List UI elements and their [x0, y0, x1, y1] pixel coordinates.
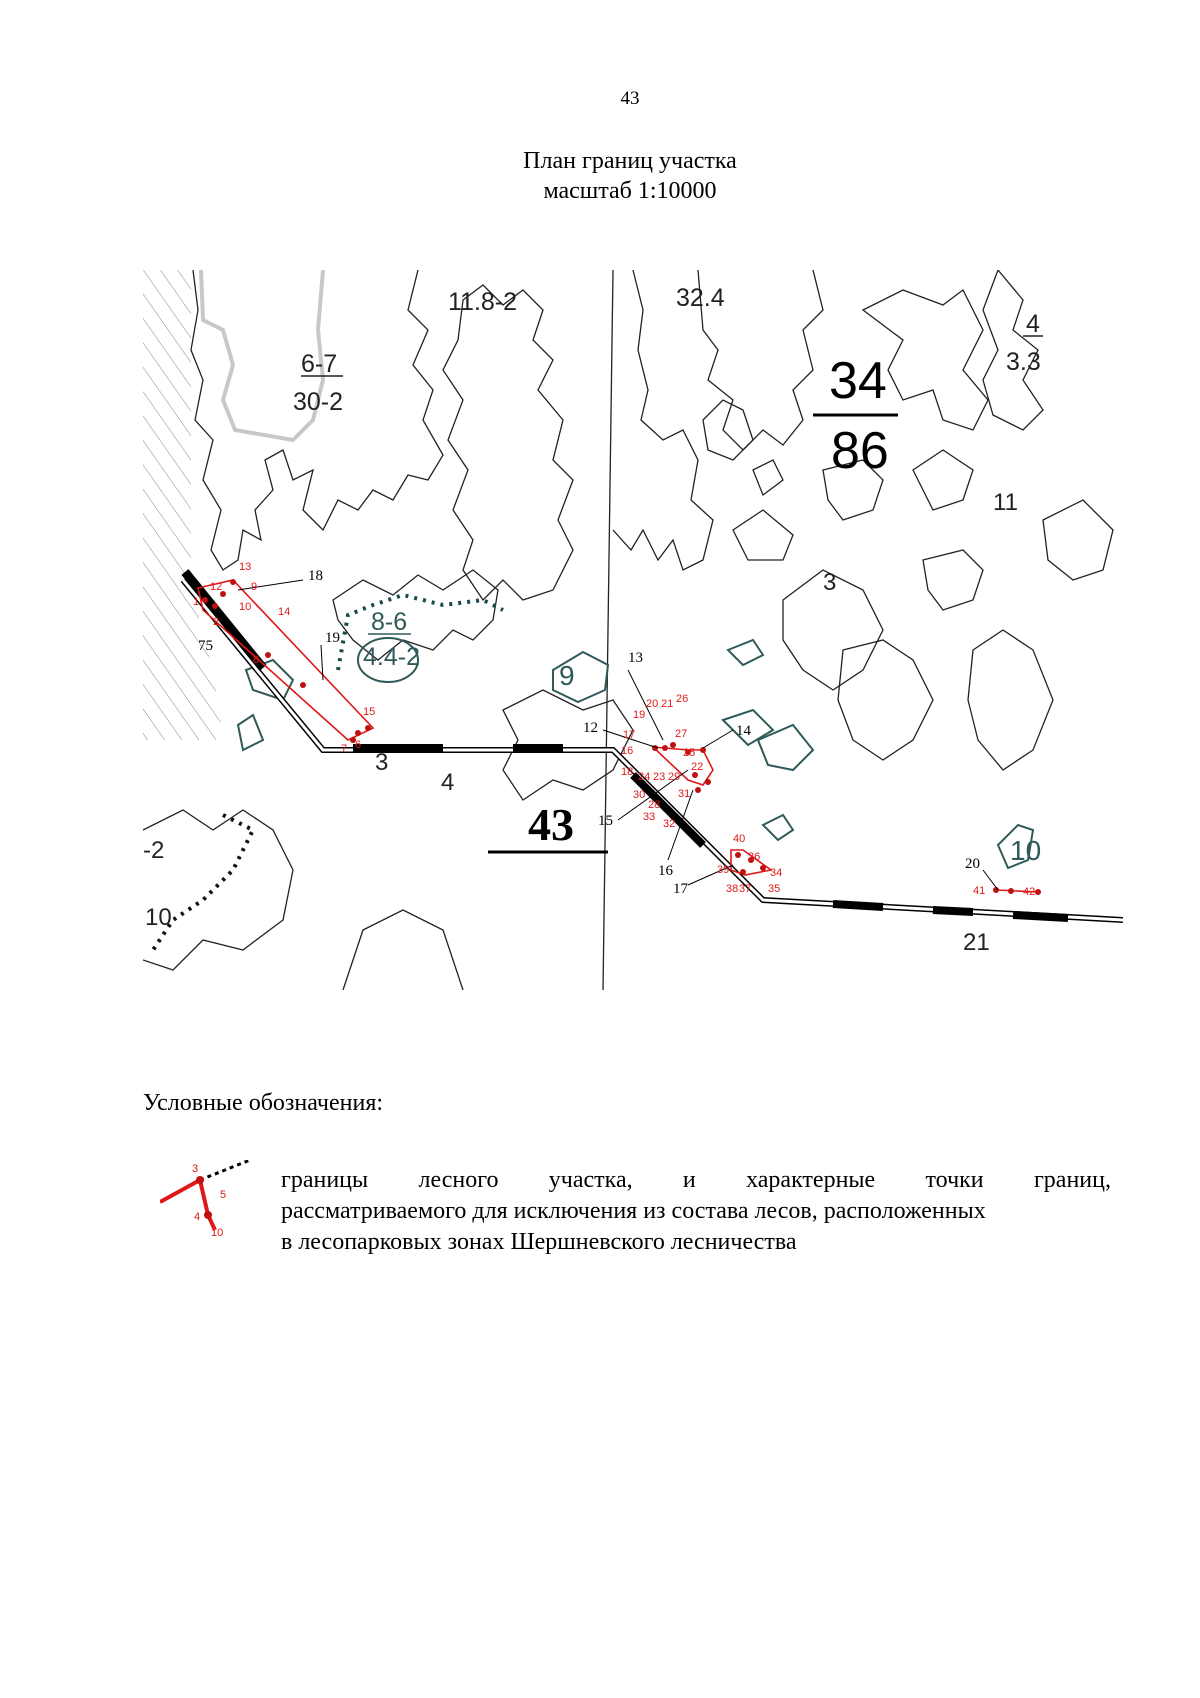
quarter-2-number: 43: [528, 799, 574, 850]
page-number: 43: [620, 88, 640, 109]
rpt-29: 30: [633, 789, 646, 801]
rpt-9: 9: [251, 581, 258, 593]
rpt-31: 32: [663, 818, 676, 830]
rpt-12: 13: [239, 561, 252, 573]
rpt-40: 41: [973, 885, 986, 897]
compartment-3-top: 8-6: [371, 608, 408, 636]
rpt-1: 1: [193, 596, 200, 608]
label-11: 11: [993, 489, 1018, 516]
rpt-34: 35: [768, 883, 781, 895]
label-21: 21: [963, 929, 990, 956]
label-3-upper: 3: [823, 569, 837, 596]
label-3-lower: 3: [375, 749, 389, 776]
rpt-14: 15: [363, 706, 376, 718]
rpt-38: 39: [717, 864, 730, 876]
bpt-13: 13: [628, 650, 643, 666]
title-line-2: масштаб 1:10000: [543, 178, 717, 204]
page-title: [0, 146, 1200, 206]
label-minus-2: -2: [143, 837, 165, 864]
rpt-11: 12: [210, 581, 223, 593]
bpt-19: 19: [325, 630, 340, 646]
compartment-1-bottom: 30-2: [293, 388, 344, 416]
hatched-area: [143, 270, 223, 740]
compartment-2-bottom: 3.3: [1006, 348, 1041, 376]
legend-point-10: 10: [211, 1227, 224, 1239]
red-point-labels: [193, 561, 1035, 898]
rpt-26: 27: [675, 728, 688, 740]
compartment-1-top: 6-7: [301, 350, 338, 378]
compartment-2-top: 4: [1026, 310, 1040, 338]
rpt-13: 14: [278, 606, 291, 618]
leader-lines: [238, 580, 998, 890]
black-point-labels: [198, 568, 980, 897]
legend-point-5: 5: [220, 1189, 227, 1201]
legend-symbol-canvas: [160, 1160, 255, 1240]
legend-heading: Условные обозначения:: [143, 1090, 384, 1116]
rpt-37: 38: [726, 883, 739, 895]
legend-line-2: рассматриваемого для исключения из состава лесов, расположенных: [281, 1198, 986, 1224]
rpt-2: 2: [213, 616, 220, 628]
label-10-right: 10: [1010, 835, 1042, 866]
compartment-4-bottom: 11.8-2: [448, 288, 518, 316]
legend-description: [281, 1165, 1111, 1258]
parcel-boundaries: [198, 580, 1038, 892]
legend-boundary-symbol: [160, 1160, 255, 1240]
rpt-15: 16: [621, 745, 634, 757]
bpt-75: 75: [198, 638, 213, 654]
rpt-21: 22: [691, 761, 704, 773]
legend-line-1: границы лесного участка, и характерные точки границ,: [281, 1167, 1111, 1193]
rpt-24: 25: [683, 747, 696, 759]
compartment-labels: [293, 284, 1043, 671]
rpt-7: 7: [341, 743, 348, 755]
bpt-17: 17: [673, 881, 688, 897]
boundary-map: [143, 270, 1123, 990]
rpt-27: 28: [648, 799, 661, 811]
rpt-8: 8: [253, 654, 260, 666]
bpt-15: 15: [598, 813, 613, 829]
quarter-1-number: 34: [829, 352, 887, 410]
label-9: 9: [559, 660, 575, 691]
bpt-16: 16: [658, 863, 673, 879]
legend-line-3: в лесопарковых зонах Шершневского лесничества: [281, 1229, 797, 1255]
rpt-18: 19: [633, 709, 646, 721]
rpt-23: 24: [638, 771, 651, 783]
rpt-25: 26: [676, 693, 689, 705]
label-10-left: 10: [145, 904, 172, 931]
rpt-32: 33: [643, 811, 656, 823]
legend-point-4: 4: [194, 1211, 201, 1223]
rpt-22: 23: [653, 771, 666, 783]
bpt-12: 12: [583, 720, 598, 736]
rpt-41: 42: [1023, 886, 1036, 898]
title-line-1: План границ участка: [523, 148, 737, 174]
bpt-18: 18: [308, 568, 323, 584]
rpt-10: 10: [239, 601, 252, 613]
rpt-33: 34: [770, 867, 783, 879]
forest-contours: [143, 270, 1113, 990]
rpt-16: 17: [623, 729, 636, 741]
rpt-6: 6: [355, 739, 362, 751]
rpt-35: 36: [748, 851, 761, 863]
bpt-14: 14: [736, 723, 751, 739]
compartment-3-bottom: 4.4-2: [363, 643, 420, 671]
rpt-20: 21: [661, 698, 674, 710]
legend-point-3: 3: [192, 1163, 199, 1175]
label-4: 4: [441, 769, 455, 796]
compartment-5-bottom: 32.4: [676, 284, 725, 312]
rpt-19: 20: [646, 698, 659, 710]
quarter-1-area: 86: [831, 422, 889, 480]
rpt-17: 18: [621, 766, 634, 778]
map-canvas: [143, 270, 1123, 990]
rpt-36: 37: [739, 883, 752, 895]
rpt-39: 40: [733, 833, 746, 845]
rpt-28: 29: [668, 771, 681, 783]
rpt-30: 31: [678, 788, 691, 800]
bpt-20: 20: [965, 856, 980, 872]
